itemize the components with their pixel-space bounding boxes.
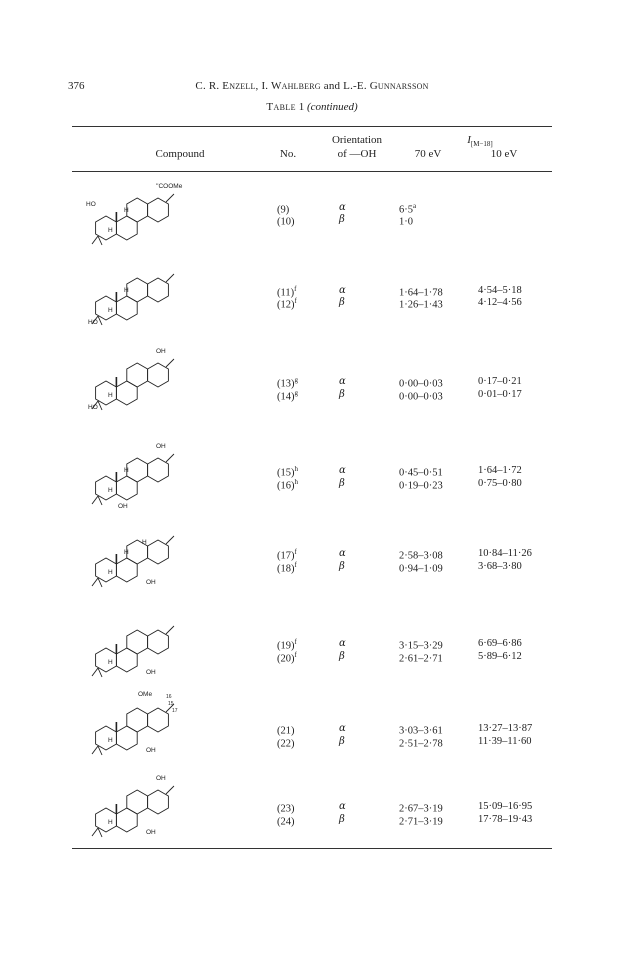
compound-number xyxy=(277,561,297,575)
ring-bond xyxy=(127,458,148,482)
intensity-symbol: I xyxy=(467,134,471,146)
structure-label: H xyxy=(108,737,113,744)
intensity-70ev-value: 2·71–3·19 xyxy=(399,816,443,828)
footnote-marker: h xyxy=(294,465,298,473)
column-header-intensity xyxy=(420,134,540,148)
intensity-70ev-value: 3·03–3·61 xyxy=(399,725,443,737)
footnote-marker: g xyxy=(294,376,298,384)
intensity-70ev-value: 0·19–0·23 xyxy=(399,480,443,492)
intensity-10ev: 1·64–1·72 xyxy=(478,465,522,476)
intensity-10ev: 13·27–13·87 xyxy=(478,723,533,734)
oh-orientation: β xyxy=(339,478,345,489)
compound-number xyxy=(277,801,295,815)
oh-orientation: α xyxy=(339,285,346,296)
ring-bond xyxy=(148,708,169,732)
structure-drawing xyxy=(84,772,204,848)
structure-label: OH xyxy=(146,579,156,586)
structure-label: H xyxy=(108,392,113,399)
oh-orientation: α xyxy=(339,801,346,812)
intensity-70ev-value: 2·58–3·08 xyxy=(399,550,443,562)
structure-label: OH xyxy=(156,775,166,782)
intensity-10ev: 6·69–6·86 xyxy=(478,638,522,649)
compound-number xyxy=(277,548,297,562)
intensity-10ev: 0·01–0·17 xyxy=(478,389,522,400)
ring-bond xyxy=(148,363,169,387)
structure-label: H xyxy=(108,819,113,826)
structure-drawing xyxy=(84,260,204,336)
substituent-bond xyxy=(166,359,174,367)
intensity-subscript: [M−18] xyxy=(470,140,493,149)
column-header-compound: Compound xyxy=(155,148,205,160)
structure-label: HO xyxy=(86,201,96,208)
compound-number-text: (13) xyxy=(277,378,295,390)
intensity-70ev-value: 3·15–3·29 xyxy=(399,640,443,652)
ring-bond xyxy=(127,790,148,814)
structure-label: OH xyxy=(118,503,128,510)
structure-label: H xyxy=(124,287,129,294)
ring-bond xyxy=(116,476,137,500)
structure-drawing xyxy=(84,522,204,598)
author-part: unnarsson xyxy=(377,80,429,92)
substituent-bond xyxy=(166,536,174,544)
intensity-70ev xyxy=(399,297,443,311)
intensity-10ev: 3·68–3·80 xyxy=(478,561,522,572)
intensity-10ev: 11·39–11·60 xyxy=(478,736,532,747)
compound-number-text: (17) xyxy=(277,550,295,562)
ring-bond xyxy=(127,278,148,302)
oh-orientation: β xyxy=(339,736,345,747)
column-header-70ev: 70 eV xyxy=(414,148,442,160)
oh-orientation: α xyxy=(339,548,346,559)
structure-label: OH xyxy=(156,348,166,355)
intensity-70ev-value: 2·61–2·71 xyxy=(399,653,443,665)
structure-drawing xyxy=(84,180,204,256)
intensity-70ev-value: 2·51–2·78 xyxy=(399,738,443,750)
structure-label: OH xyxy=(146,829,156,836)
intensity-10ev: 4·12–4·56 xyxy=(478,297,522,308)
ring-bond xyxy=(148,198,169,222)
intensity-70ev xyxy=(399,548,443,562)
ring-bond xyxy=(96,808,117,832)
compound-number-text: (14) xyxy=(277,391,295,403)
intensity-70ev xyxy=(399,638,443,652)
intensity-70ev-value: 1·26–1·43 xyxy=(399,299,443,311)
intensity-70ev xyxy=(399,651,443,665)
structure-label: H xyxy=(108,487,113,494)
footnote-marker: g xyxy=(294,389,298,397)
substituent-bond xyxy=(166,626,174,634)
structure-label: H xyxy=(108,307,113,314)
compound-number-text: (18) xyxy=(277,563,295,575)
table-caption xyxy=(0,101,624,113)
compound-number-text: (19) xyxy=(277,640,295,652)
methyl-bond xyxy=(92,496,98,504)
intensity-70ev xyxy=(399,214,413,228)
table-top-rule xyxy=(72,126,552,127)
structure-drawing xyxy=(84,690,204,766)
intensity-10ev: 10·84–11·26 xyxy=(478,548,532,559)
ring-bond xyxy=(127,708,148,732)
ring-bond xyxy=(116,216,137,240)
ring-bond xyxy=(127,363,148,387)
structure-label: H xyxy=(142,539,147,546)
compound-number-text: (22) xyxy=(277,738,295,750)
ring-bond xyxy=(116,558,137,582)
structure-label: H xyxy=(124,549,129,556)
author-part: , I. W xyxy=(255,80,282,92)
oh-orientation: β xyxy=(339,651,345,662)
column-header-orientation-line2: of —OH xyxy=(337,148,377,160)
intensity-70ev xyxy=(399,478,443,492)
author-part: ahlberg xyxy=(281,80,321,92)
intensity-10ev: 4·54–5·18 xyxy=(478,285,522,296)
structure-drawing xyxy=(84,612,204,688)
ring-bond xyxy=(116,648,137,672)
compound-number-text: (23) xyxy=(277,803,295,815)
intensity-10ev: 0·75–0·80 xyxy=(478,478,522,489)
ring-bond xyxy=(116,726,137,750)
intensity-70ev xyxy=(399,736,443,750)
oh-orientation: β xyxy=(339,389,345,400)
structure-label: 17 xyxy=(172,708,178,714)
compound-number-text: (15) xyxy=(277,467,295,479)
ring-bond xyxy=(116,808,137,832)
compound-number xyxy=(277,723,295,737)
column-header-no: No. xyxy=(279,148,297,160)
table-header-rule xyxy=(72,171,552,172)
ring-bond xyxy=(96,558,117,582)
structure-label: H xyxy=(108,227,113,234)
structure-label: H xyxy=(108,659,113,666)
structure-label: OH xyxy=(146,669,156,676)
footnote-marker: f xyxy=(294,297,297,305)
compound-number-text: (21) xyxy=(277,725,295,737)
methyl-bond xyxy=(92,828,98,836)
intensity-70ev xyxy=(399,465,443,479)
ring-bond xyxy=(148,278,169,302)
compound-number-text: (9) xyxy=(277,204,290,216)
author-part: C. R. E xyxy=(195,80,230,92)
structure-label: OH xyxy=(156,443,166,450)
table-note: (continued) xyxy=(306,101,358,113)
oh-orientation: α xyxy=(339,465,346,476)
intensity-70ev-value: 0·00–0·03 xyxy=(399,391,443,403)
ring-bond xyxy=(96,648,117,672)
table-label: Table xyxy=(266,101,296,113)
column-header-10ev: 10 eV xyxy=(490,148,518,160)
methyl-bond xyxy=(92,236,98,244)
structure-label: H xyxy=(108,569,113,576)
compound-number xyxy=(277,376,298,390)
oh-orientation: β xyxy=(339,561,345,572)
oh-orientation: α xyxy=(339,638,346,649)
ring-bond xyxy=(148,630,169,654)
column-header-orientation-line1: Orientation xyxy=(331,134,383,146)
compound-number-text: (20) xyxy=(277,653,295,665)
compound-number xyxy=(277,297,297,311)
oh-orientation: α xyxy=(339,376,346,387)
compound-number xyxy=(277,478,298,492)
compound-number-text: (16) xyxy=(277,480,295,492)
ring-bond xyxy=(96,296,117,320)
structure-label: 16 xyxy=(166,694,172,700)
compound-number xyxy=(277,651,297,665)
compound-number-text: (12) xyxy=(277,299,295,311)
ring-bond xyxy=(148,540,169,564)
ring-bond xyxy=(116,296,137,320)
structure-label: ''COOMe xyxy=(156,183,183,190)
table-number: 1 xyxy=(298,101,305,113)
methyl-bond xyxy=(92,578,98,586)
oh-orientation: β xyxy=(339,297,345,308)
footnote-marker: f xyxy=(294,651,297,659)
methyl-bond xyxy=(92,746,98,754)
author-part: and L.-E. G xyxy=(320,80,378,92)
footnote-marker: h xyxy=(294,478,298,486)
footnote-marker: f xyxy=(294,285,297,293)
intensity-70ev xyxy=(399,376,443,390)
compound-number xyxy=(277,389,298,403)
substituent-bond xyxy=(166,274,174,282)
intensity-70ev-value: 6·5 xyxy=(399,204,413,216)
ring-bond xyxy=(116,381,137,405)
compound-number-text: (11) xyxy=(277,287,295,299)
page-number: 376 xyxy=(68,80,85,92)
intensity-70ev xyxy=(399,723,443,737)
compound-number-text: (24) xyxy=(277,816,295,828)
intensity-70ev xyxy=(399,814,443,828)
structure-label: HO xyxy=(88,319,98,326)
structure-label: HO xyxy=(88,404,98,411)
ring-bond xyxy=(148,458,169,482)
compound-number xyxy=(277,638,297,652)
ring-bond xyxy=(96,726,117,750)
structure-label: H xyxy=(124,207,129,214)
intensity-70ev-value: 0·00–0·03 xyxy=(399,378,443,390)
structure-label: 15 xyxy=(168,701,174,707)
table-bottom-rule xyxy=(72,848,552,849)
footnote-marker: f xyxy=(294,548,297,556)
compound-number xyxy=(277,736,295,750)
intensity-10ev: 0·17–0·21 xyxy=(478,376,522,387)
compound-number xyxy=(277,814,295,828)
methyl-bond xyxy=(92,668,98,676)
compound-number-text: (10) xyxy=(277,216,295,228)
oh-orientation: α xyxy=(339,723,346,734)
structure-drawing xyxy=(84,440,204,516)
intensity-10ev: 15·09–16·95 xyxy=(478,801,533,812)
intensity-70ev-value: 0·45–0·51 xyxy=(399,467,443,479)
substituent-bond xyxy=(166,454,174,462)
oh-orientation: β xyxy=(339,814,345,825)
intensity-70ev xyxy=(399,389,443,403)
structure-label: H xyxy=(124,467,129,474)
intensity-70ev xyxy=(399,561,443,575)
ring-bond xyxy=(96,381,117,405)
intensity-10ev: 5·89–6·12 xyxy=(478,651,522,662)
substituent-bond xyxy=(166,194,174,202)
compound-number xyxy=(277,465,298,479)
intensity-10ev: 17·78–19·43 xyxy=(478,814,533,825)
intensity-70ev-value: 1·64–1·78 xyxy=(399,287,443,299)
ring-bond xyxy=(127,198,148,222)
structure-label: OMe xyxy=(138,691,153,698)
ring-bond xyxy=(96,216,117,240)
author-part: nzell xyxy=(229,80,256,92)
structure-label: OH xyxy=(146,747,156,754)
intensity-70ev-value: 0·94–1·09 xyxy=(399,563,443,575)
footnote-marker: a xyxy=(413,202,417,210)
intensity-70ev-value: 2·67–3·19 xyxy=(399,803,443,815)
oh-orientation: β xyxy=(339,214,345,225)
substituent-bond xyxy=(166,786,174,794)
ring-bond xyxy=(96,476,117,500)
ring-bond xyxy=(148,790,169,814)
running-head-authors xyxy=(0,80,624,92)
ring-bond xyxy=(127,630,148,654)
oh-orientation: α xyxy=(339,202,346,213)
intensity-70ev-value: 1·0 xyxy=(399,216,413,228)
footnote-marker: f xyxy=(294,638,297,646)
structure-drawing xyxy=(84,345,204,421)
footnote-marker: f xyxy=(294,561,297,569)
compound-number xyxy=(277,214,295,228)
intensity-70ev xyxy=(399,801,443,815)
